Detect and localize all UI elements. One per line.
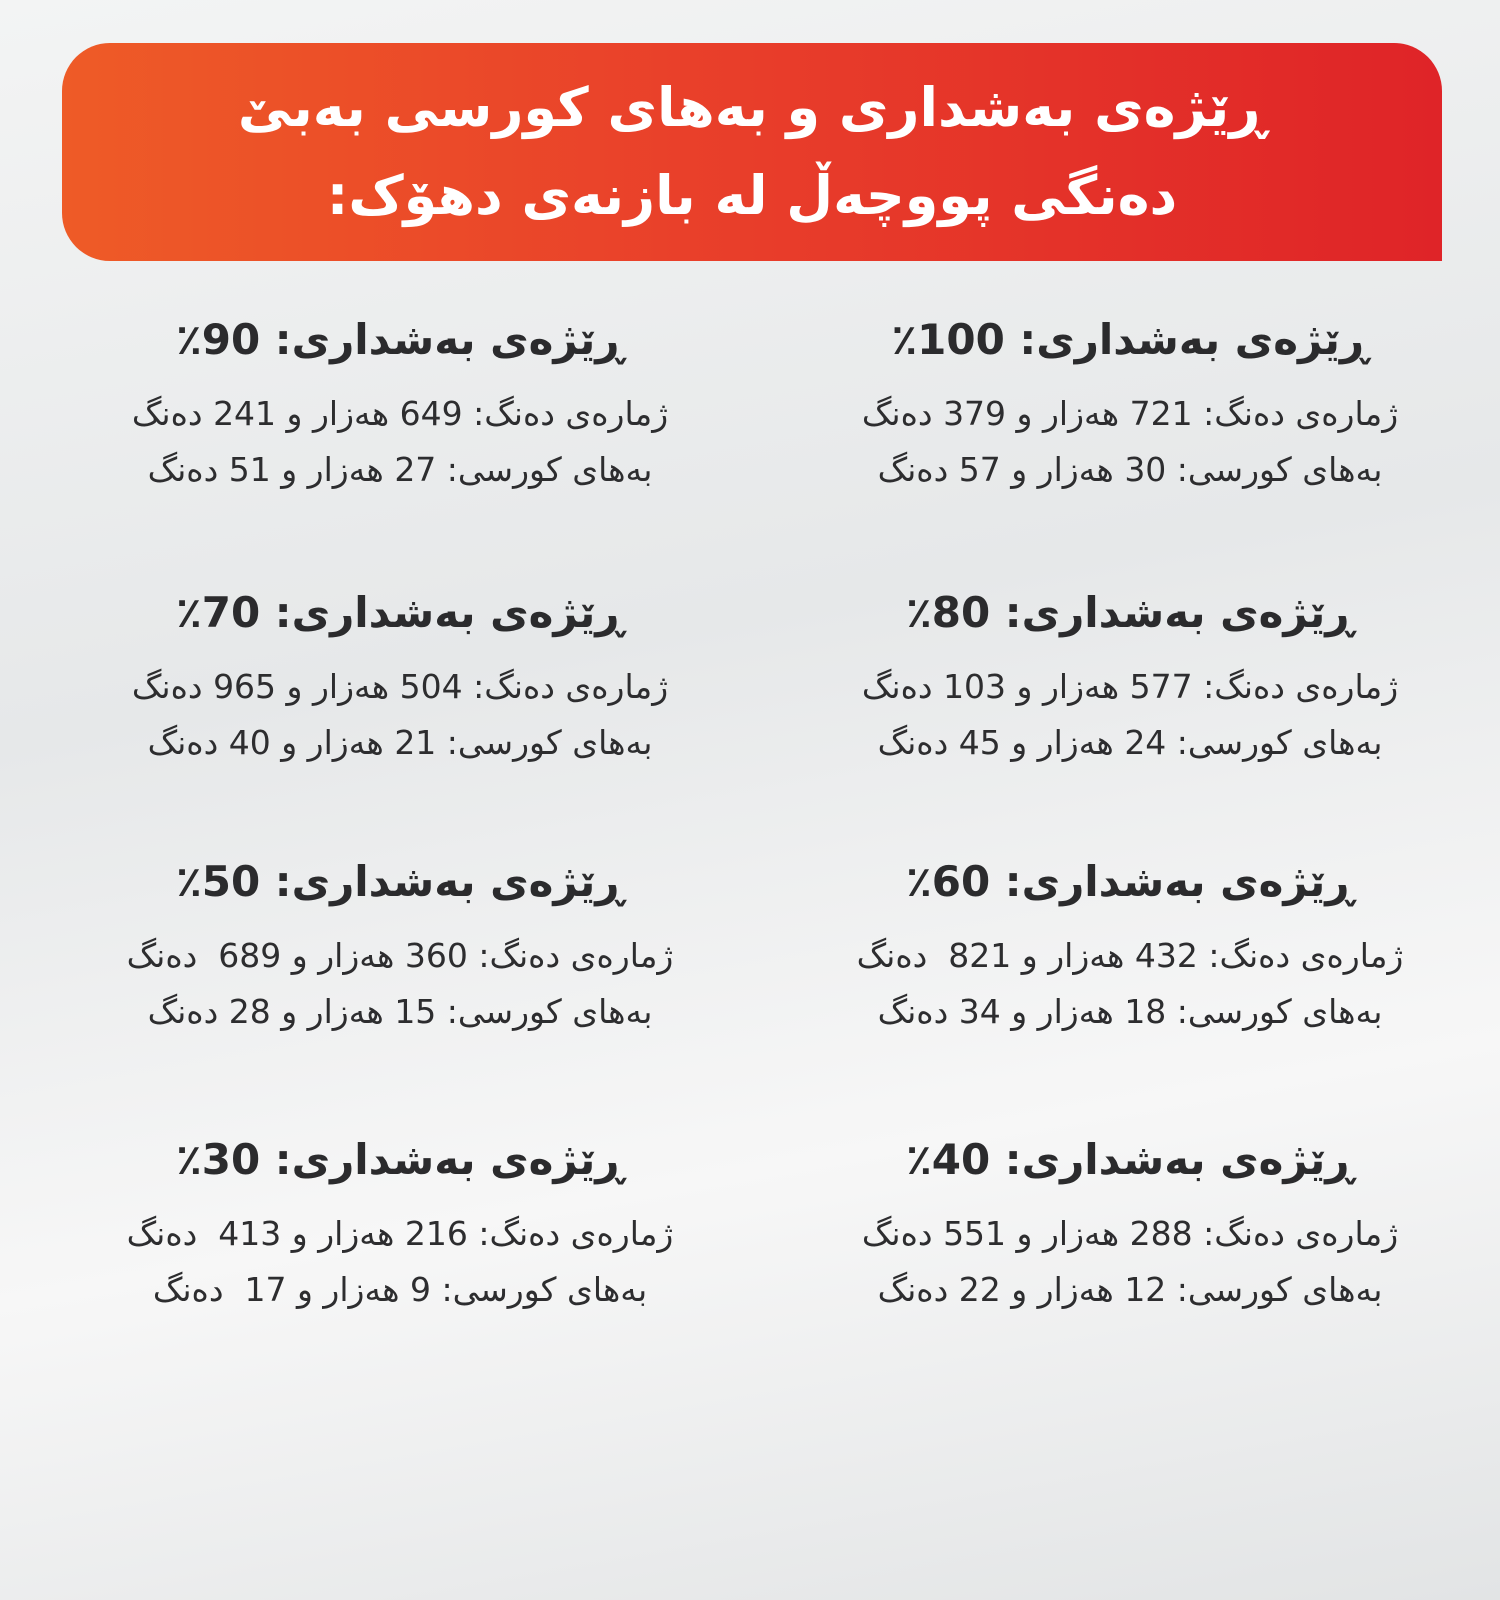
turnout-heading: ڕێژەی بەشداری: 50٪ — [176, 857, 624, 906]
turnout-block-60 — [790, 852, 1470, 1040]
page-title: ڕێژەی بەشداری و بەهای کورسی بەبێ دەنگی پووچەڵ لە بازنەی دهۆک: — [237, 76, 1267, 227]
vote-count-line: ژمارەی دەنگ: 721 هەزار و 379 دەنگ — [861, 394, 1399, 433]
turnout-heading: ڕێژەی بەشداری: 70٪ — [176, 588, 624, 637]
seat-value-line: بەهای کورسی: 9 هەزار و 17 دەنگ — [152, 1270, 648, 1309]
title-banner — [62, 43, 1442, 261]
vote-count-line: ژمارەی دەنگ: 504 هەزار و 965 دەنگ — [131, 667, 669, 706]
vote-count-line: ژمارەی دەنگ: 216 هەزار و 413 دەنگ — [126, 1214, 674, 1253]
vote-count-line: ژمارەی دەنگ: 577 هەزار و 103 دەنگ — [861, 667, 1399, 706]
vote-count-line: ژمارەی دەنگ: 288 هەزار و 551 دەنگ — [861, 1214, 1399, 1253]
turnout-block-90 — [60, 310, 740, 498]
turnout-heading: ڕێژەی بەشداری: 40٪ — [906, 1135, 1354, 1184]
turnout-heading: ڕێژەی بەشداری: 80٪ — [906, 588, 1354, 637]
vote-count-line: ژمارەی دەنگ: 360 هەزار و 689 دەنگ — [126, 936, 674, 975]
seat-value-line: بەهای کورسی: 12 هەزار و 22 دەنگ — [877, 1270, 1383, 1309]
turnout-heading: ڕێژەی بەشداری: 60٪ — [906, 857, 1354, 906]
seat-value-line: بەهای کورسی: 15 هەزار و 28 دەنگ — [147, 992, 653, 1031]
seat-value-line: بەهای کورسی: 21 هەزار و 40 دەنگ — [147, 723, 653, 762]
vote-count-line: ژمارەی دەنگ: 432 هەزار و 821 دەنگ — [856, 936, 1404, 975]
seat-value-line: بەهای کورسی: 18 هەزار و 34 دەنگ — [877, 992, 1383, 1031]
turnout-heading: ڕێژەی بەشداری: 100٪ — [891, 315, 1369, 364]
turnout-block-70 — [60, 583, 740, 771]
turnout-heading: ڕێژەی بەشداری: 30٪ — [176, 1135, 624, 1184]
turnout-heading: ڕێژەی بەشداری: 90٪ — [176, 315, 624, 364]
vote-count-line: ژمارەی دەنگ: 649 هەزار و 241 دەنگ — [131, 394, 669, 433]
turnout-block-80 — [790, 583, 1470, 771]
seat-value-line: بەهای کورسی: 27 هەزار و 51 دەنگ — [147, 450, 653, 489]
turnout-block-100 — [790, 310, 1470, 498]
turnout-block-30 — [60, 1130, 740, 1318]
seat-value-line: بەهای کورسی: 24 هەزار و 45 دەنگ — [877, 723, 1383, 762]
turnout-block-50 — [60, 852, 740, 1040]
seat-value-line: بەهای کورسی: 30 هەزار و 57 دەنگ — [877, 450, 1383, 489]
turnout-block-40 — [790, 1130, 1470, 1318]
